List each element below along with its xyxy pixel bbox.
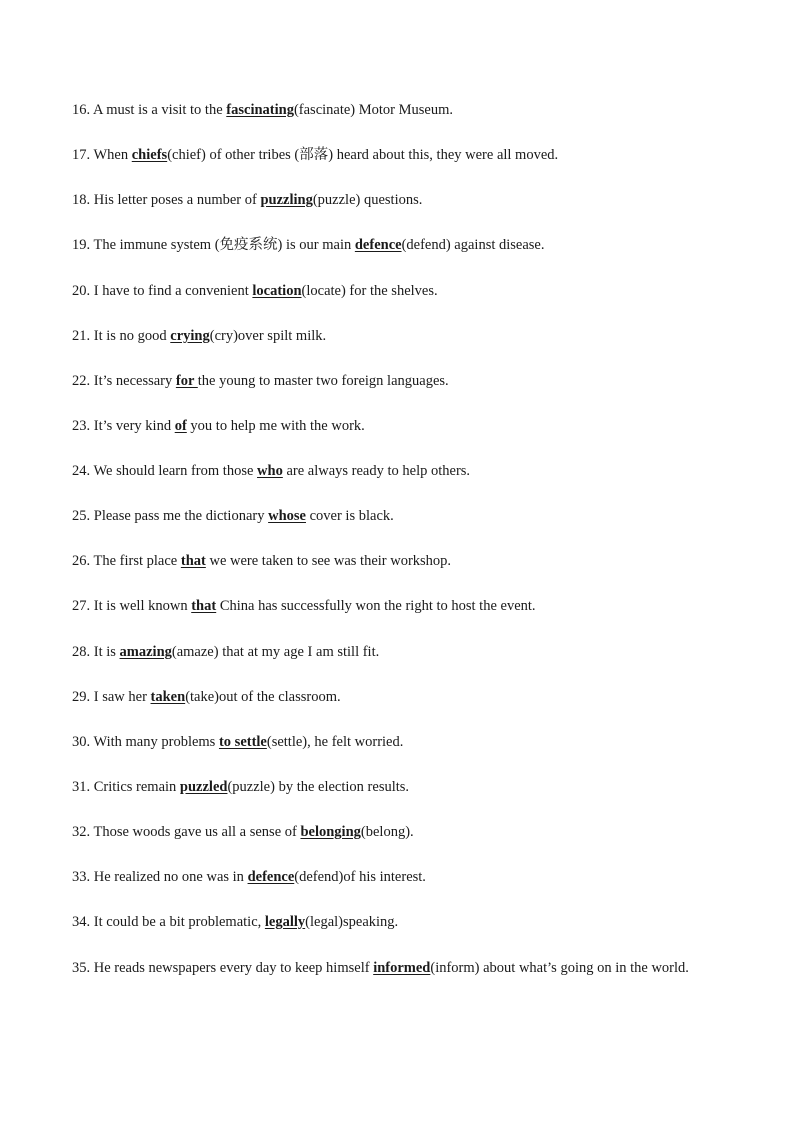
sentence-text-before: When [90, 147, 132, 163]
sentence-text-after: (legal)speaking. [305, 914, 399, 930]
sentence-22 [72, 366, 724, 397]
item-number: 18. [72, 192, 91, 208]
sentence-text-before: Please pass me the dictionary [90, 508, 269, 524]
item-number: 17. [72, 147, 91, 163]
sentence-text-before: A must is a visit to the [90, 102, 227, 118]
sentence-text-after: (puzzle) by the election results. [227, 779, 410, 795]
sentence-text-before: I saw her [90, 689, 151, 705]
sentence-29 [72, 682, 724, 713]
answer-word: defence [354, 237, 402, 253]
answer-word: legally [264, 914, 306, 930]
answer-word: informed [373, 960, 431, 976]
sentence-text-after: (fascinate) Motor Museum. [293, 102, 454, 118]
sentence-text-before: It is no good [90, 328, 171, 344]
sentence-31 [72, 772, 724, 803]
item-number: 34. [72, 914, 91, 930]
answer-word: fascinating [226, 102, 294, 118]
sentence-text-after: (defend) against disease. [401, 237, 545, 253]
item-number: 24. [72, 463, 91, 479]
item-number: 31. [72, 779, 91, 795]
answer-word: to settle [218, 734, 267, 750]
sentence-18 [72, 185, 724, 216]
sentence-text-before: We should learn from those [90, 463, 258, 479]
item-number: 16. [72, 102, 91, 118]
item-number: 20. [72, 283, 91, 299]
item-number: 30. [72, 734, 91, 750]
sentence-16 [72, 95, 724, 126]
sentence-text-after: (defend)of his interest. [294, 869, 426, 885]
item-number: 32. [72, 824, 91, 840]
answer-word: chiefs [131, 147, 168, 163]
sentence-34 [72, 907, 724, 938]
sentence-text-after: (chief) of other tribes (部落) heard about this, they were all moved. [167, 147, 559, 163]
answer-word: belonging [300, 824, 361, 840]
item-number: 23. [72, 418, 91, 434]
answer-word: taken [150, 689, 186, 705]
sentence-text-after: (inform) about what’s going on in the world. [430, 960, 689, 976]
sentence-27 [72, 591, 724, 622]
answer-word: puzzled [179, 779, 228, 795]
sentence-text-before: I have to find a convenient [90, 283, 253, 299]
sentence-text-before: His letter poses a number of [90, 192, 261, 208]
answer-word: that [191, 598, 217, 614]
sentence-23 [72, 411, 724, 442]
sentence-26 [72, 546, 724, 577]
sentence-text-after: (puzzle) questions. [312, 192, 423, 208]
sentence-35 [72, 953, 724, 984]
answer-word: for [175, 373, 198, 389]
sentence-17 [72, 140, 724, 171]
sentence-text-before: The immune system (免疫系统) is our main [90, 237, 355, 253]
sentence-text-after: (belong). [360, 824, 414, 840]
item-number: 21. [72, 328, 91, 344]
sentence-text-before: It is well known [90, 598, 192, 614]
sentence-text-before: Critics remain [90, 779, 180, 795]
answer-word: puzzling [260, 192, 313, 208]
sentence-33 [72, 862, 724, 893]
item-number: 28. [72, 644, 91, 660]
sentence-text-after: you to help me with the work. [186, 418, 365, 434]
sentence-30 [72, 727, 724, 758]
sentence-text-before: It could be a bit problematic, [90, 914, 265, 930]
item-number: 26. [72, 553, 91, 569]
sentence-32 [72, 817, 724, 848]
answer-word: amazing [119, 644, 172, 660]
sentence-text-after: (cry)over spilt milk. [209, 328, 327, 344]
sentence-text-before: It’s very kind [90, 418, 175, 434]
answer-word: location [252, 283, 302, 299]
answer-word: of [174, 418, 187, 434]
sentence-text-before: It is [90, 644, 120, 660]
sentence-text-after: (take)out of the classroom. [185, 689, 341, 705]
item-number: 29. [72, 689, 91, 705]
item-number: 35. [72, 960, 91, 976]
sentence-text-before: It’s necessary [90, 373, 176, 389]
sentence-text-before: With many problems [90, 734, 219, 750]
sentence-28 [72, 637, 724, 668]
item-number: 27. [72, 598, 91, 614]
sentence-text-after: we were taken to see was their workshop. [205, 553, 452, 569]
sentence-text-after: (settle), he felt worried. [266, 734, 404, 750]
sentence-text-before: The first place [90, 553, 181, 569]
sentence-25 [72, 501, 724, 532]
sentence-19 [72, 230, 724, 261]
sentence-text-after: China has successfully won the right to host the event. [216, 598, 536, 614]
answer-word: whose [268, 508, 306, 524]
sentence-text-after: cover is black. [305, 508, 394, 524]
sentence-21 [72, 321, 724, 352]
sentence-text-after: the young to master two foreign languages. [197, 373, 449, 389]
item-number: 33. [72, 869, 91, 885]
answer-word: who [257, 463, 283, 479]
answer-word: that [180, 553, 206, 569]
sentence-text-before: Those woods gave us all a sense of [90, 824, 301, 840]
sentence-text-after: (locate) for the shelves. [301, 283, 438, 299]
answer-word: defence [247, 869, 295, 885]
answer-word: crying [170, 328, 210, 344]
item-number: 25. [72, 508, 91, 524]
sentence-20 [72, 276, 724, 307]
sentence-text-after: are always ready to help others. [282, 463, 471, 479]
item-number: 19. [72, 237, 91, 253]
sentence-text-after: (amaze) that at my age I am still fit. [171, 644, 380, 660]
item-number: 22. [72, 373, 91, 389]
sentence-text-before: He realized no one was in [90, 869, 248, 885]
sentence-text-before: He reads newspapers every day to keep himself [90, 960, 374, 976]
sentence-24 [72, 456, 724, 487]
